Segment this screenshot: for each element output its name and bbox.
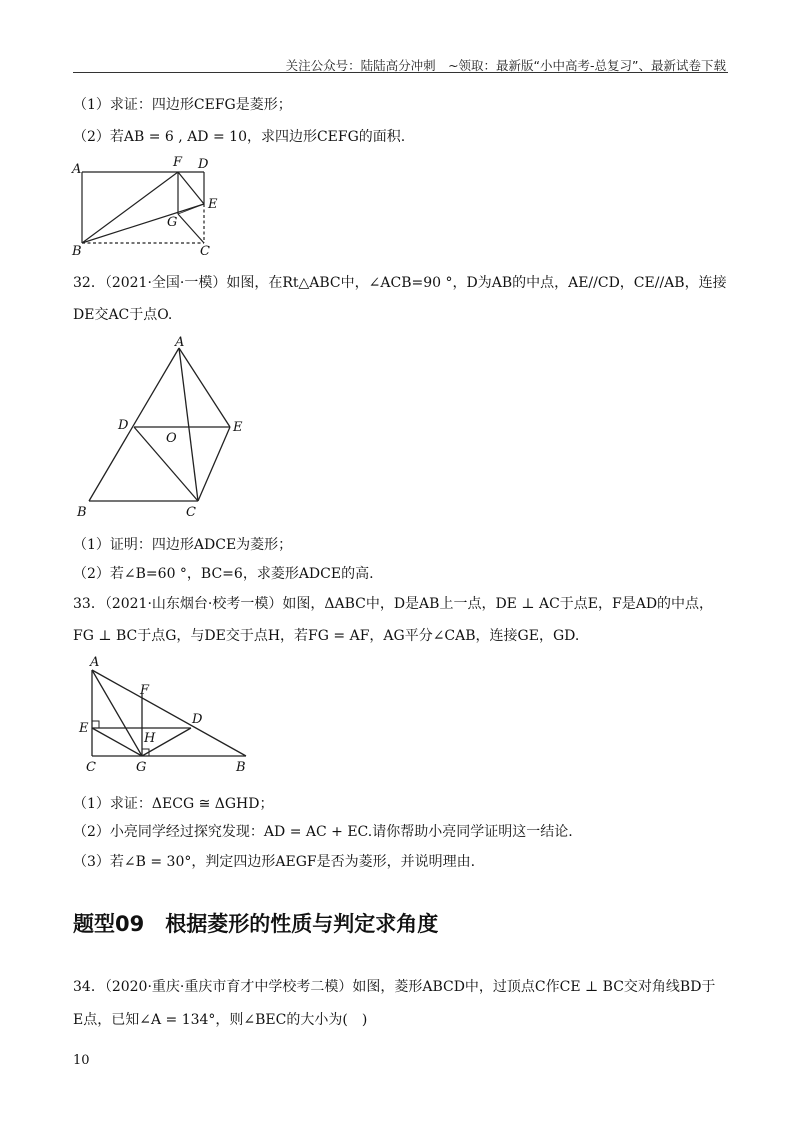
q34-stem-line2: E点，已知∠A = 134°，则∠BEC的大小为( ) — [73, 1012, 368, 1028]
q31-part1: （1）求证：四边形CEFG是菱形； — [73, 97, 292, 113]
label-D: D — [198, 157, 209, 172]
label-C: C — [200, 244, 210, 256]
label-A: A — [175, 335, 185, 350]
label-G: G — [136, 760, 147, 775]
label-E: E — [233, 420, 243, 435]
label-F: F — [140, 683, 150, 698]
label-B: B — [72, 244, 82, 256]
q31-figure — [68, 152, 228, 256]
label-D: D — [118, 418, 129, 433]
label-B: B — [236, 760, 246, 775]
label-C: C — [86, 760, 96, 775]
label-O: O — [166, 431, 177, 446]
section-title: 题型09 根据菱形的性质与判定求角度 — [73, 912, 439, 936]
q33-stem-line1: 33．（2021·山东烟台·校考一模）如图，ΔABC中，D是AB上一点，DE ⊥ AC于点E，F是AD的中点， — [73, 596, 714, 612]
q31-part2: （2）若AB = 6 , AD = 10，求四边形CEFG的面积. — [73, 129, 406, 145]
label-A: A — [72, 162, 82, 177]
q32-part2: （2）若∠B=60 °，BC=6，求菱形ADCE的高. — [73, 566, 374, 582]
q33-figure — [74, 652, 264, 776]
label-C: C — [186, 505, 196, 520]
q33-part1: （1）求证：ΔECG ≅ ΔGHD； — [73, 796, 274, 812]
page-number: 10 — [73, 1053, 90, 1068]
label-A: A — [90, 655, 100, 670]
q33-stem-line2: FG ⊥ BC于点G，与DE交于点H，若FG = AF，AG平分∠CAB，连接GE，GD. — [73, 628, 580, 644]
q34-stem-line1: 34．（2020·重庆·重庆市育才中学校考二模）如图，菱形ABCD中，过顶点C作CE ⊥ BC交对角线BD于 — [73, 979, 716, 995]
q32-stem-line2: DE交AC于点O. — [73, 307, 173, 323]
label-H: H — [144, 731, 156, 746]
header-divider — [73, 72, 728, 73]
label-D: D — [192, 712, 203, 727]
q33-part2: （2）小亮同学经过探究发现：AD = AC + EC.请你帮助小亮同学证明这一结论. — [73, 824, 573, 840]
label-E: E — [208, 197, 218, 212]
page-header: 关注公众号：陆陆高分冲刺 ~领取：最新版“小中高考-总复习”、最新试卷下载 — [285, 58, 726, 73]
label-F: F — [173, 155, 183, 170]
label-B: B — [77, 505, 87, 520]
q33-part3: （3）若∠B = 30°，判定四边形AEGF是否为菱形，并说明理由. — [73, 854, 476, 870]
label-G: G — [167, 215, 178, 230]
label-E: E — [79, 721, 89, 736]
q32-figure — [70, 334, 260, 522]
q32-part1: （1）证明：四边形ADCE为菱形； — [73, 537, 293, 553]
q32-stem-line1: 32．（2021·全国·一模）如图，在Rt△ABC中，∠ACB=90 °，D为AB的中点，AE//CD，CE//AB，连接 — [73, 275, 727, 291]
